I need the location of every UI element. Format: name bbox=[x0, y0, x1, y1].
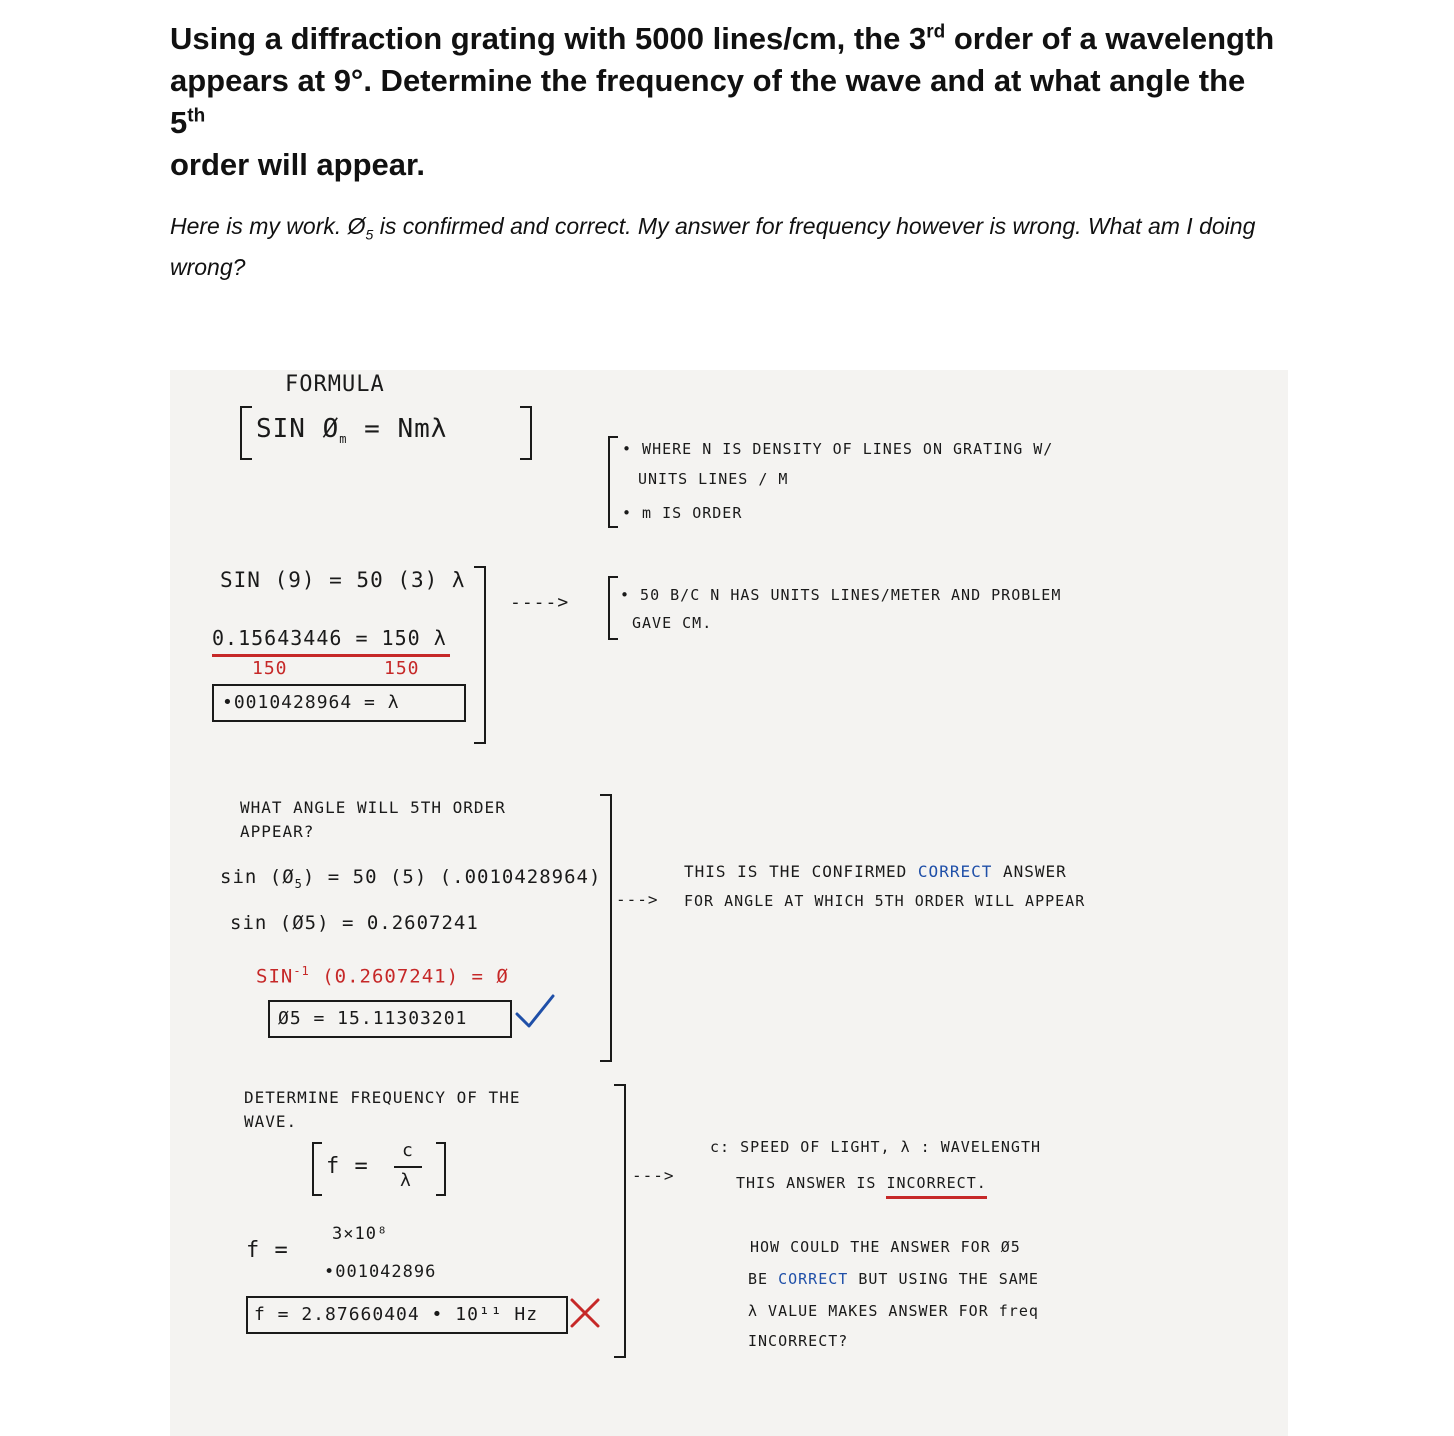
angle-bracket bbox=[600, 794, 612, 1062]
question-line-1: Using a diffraction grating with 5000 lines/cm, the 3rd order of a wavelength bbox=[170, 21, 1275, 56]
angle-question-2: APPEAR? bbox=[240, 822, 315, 841]
note4-line-3: λ VALUE MAKES ANSWER FOR freq bbox=[748, 1302, 1039, 1320]
angle-inverse: $SIN^{-1}$ (0.2607241) = Ø bbox=[256, 964, 509, 988]
question-line-2: appears at 9°. Determine the frequency of the wave and at what angle the 5th bbox=[170, 63, 1246, 140]
step1-line-2: 0.15643446 = 150 λ bbox=[212, 626, 447, 650]
step1-result: •0010428964 = λ bbox=[222, 692, 400, 713]
freq-formula-den: λ bbox=[400, 1170, 412, 1191]
step1-underline bbox=[212, 654, 450, 657]
step1-div-right: 150 bbox=[384, 658, 420, 679]
freq-formula-bracket-left bbox=[312, 1142, 322, 1196]
note1-line-1: • 50 B/C N HAS UNITS LINES/METER AND PROBLEM bbox=[620, 586, 1062, 604]
question-line-3: order will appear. bbox=[170, 147, 425, 182]
freq-question-1: DETERMINE FREQUENCY OF THE bbox=[244, 1088, 521, 1107]
handwritten-work-photo bbox=[170, 370, 1288, 1436]
where-line-3: • m IS ORDER bbox=[622, 504, 743, 522]
arrow-2: ---> bbox=[616, 890, 659, 909]
angle-line-2: sin (Ø5) = 0.2607241 bbox=[230, 912, 479, 934]
freq-formula-num: c bbox=[402, 1140, 414, 1161]
note1-bracket bbox=[608, 576, 618, 640]
formula-bracket-left bbox=[240, 406, 252, 460]
freq-formula-bracket-right bbox=[436, 1142, 446, 1196]
freq-calc-num: 3×10⁸ bbox=[332, 1224, 389, 1244]
formula-bracket-right bbox=[520, 406, 532, 460]
note2-line-2: FOR ANGLE AT WHICH 5TH ORDER WILL APPEAR bbox=[684, 892, 1086, 910]
note2-line-1: THIS IS THE CONFIRMED CORRECT ANSWER bbox=[684, 862, 1067, 881]
note4-line-2: BE CORRECT BUT USING THE SAME bbox=[748, 1270, 1039, 1288]
freq-calc-den: •001042896 bbox=[324, 1262, 437, 1282]
where-line-1: • WHERE N IS DENSITY OF LINES ON GRATING W/ bbox=[622, 440, 1054, 458]
angle-result: Ø5 = 15.11303201 bbox=[278, 1008, 468, 1029]
where-bracket bbox=[608, 436, 618, 528]
student-note: Here is my work. $Ø_5$ is confirmed and correct. My answer for frequency however is wrong. What am I doing wrong? bbox=[170, 213, 1256, 280]
arrow-1: ----> bbox=[510, 592, 570, 613]
freq-bracket bbox=[614, 1084, 626, 1358]
question-text bbox=[170, 18, 1280, 186]
note4-line-1: HOW COULD THE ANSWER FOR Ø5 bbox=[750, 1238, 1021, 1256]
angle-question-1: WHAT ANGLE WILL 5TH ORDER bbox=[240, 798, 506, 817]
step1-line-1: SIN (9) = 50 (3) λ bbox=[220, 568, 466, 592]
step1-bracket bbox=[474, 566, 486, 744]
freq-result: f = 2.87660404 • 10¹¹ Hz bbox=[254, 1304, 539, 1325]
cross-mark-icon bbox=[568, 1296, 602, 1330]
freq-formula-fraction-bar bbox=[394, 1166, 422, 1168]
arrow-3: ---> bbox=[632, 1166, 675, 1185]
freq-calc-f: f = bbox=[246, 1238, 289, 1263]
formula-heading: FORMULA bbox=[285, 372, 385, 397]
step1-div-left: 150 bbox=[252, 658, 288, 679]
note1-line-2: GAVE CM. bbox=[632, 614, 713, 632]
freq-question-2: WAVE. bbox=[244, 1112, 298, 1131]
note3-line-2: THIS ANSWER IS INCORRECT. bbox=[736, 1174, 987, 1192]
freq-formula-f: f = bbox=[326, 1154, 369, 1179]
formula: SIN $Ø_m = Nm\lambda$ bbox=[256, 414, 448, 447]
note3-line-1: c: SPEED OF LIGHT, λ : WAVELENGTH bbox=[710, 1138, 1042, 1156]
checkmark-icon bbox=[514, 992, 556, 1030]
note4-line-4: INCORRECT? bbox=[748, 1332, 849, 1350]
where-line-2: UNITS LINES / M bbox=[638, 470, 789, 488]
angle-line-1: $\sin (Ø_5) = 50$ (5) (.0010428964) bbox=[220, 866, 602, 891]
